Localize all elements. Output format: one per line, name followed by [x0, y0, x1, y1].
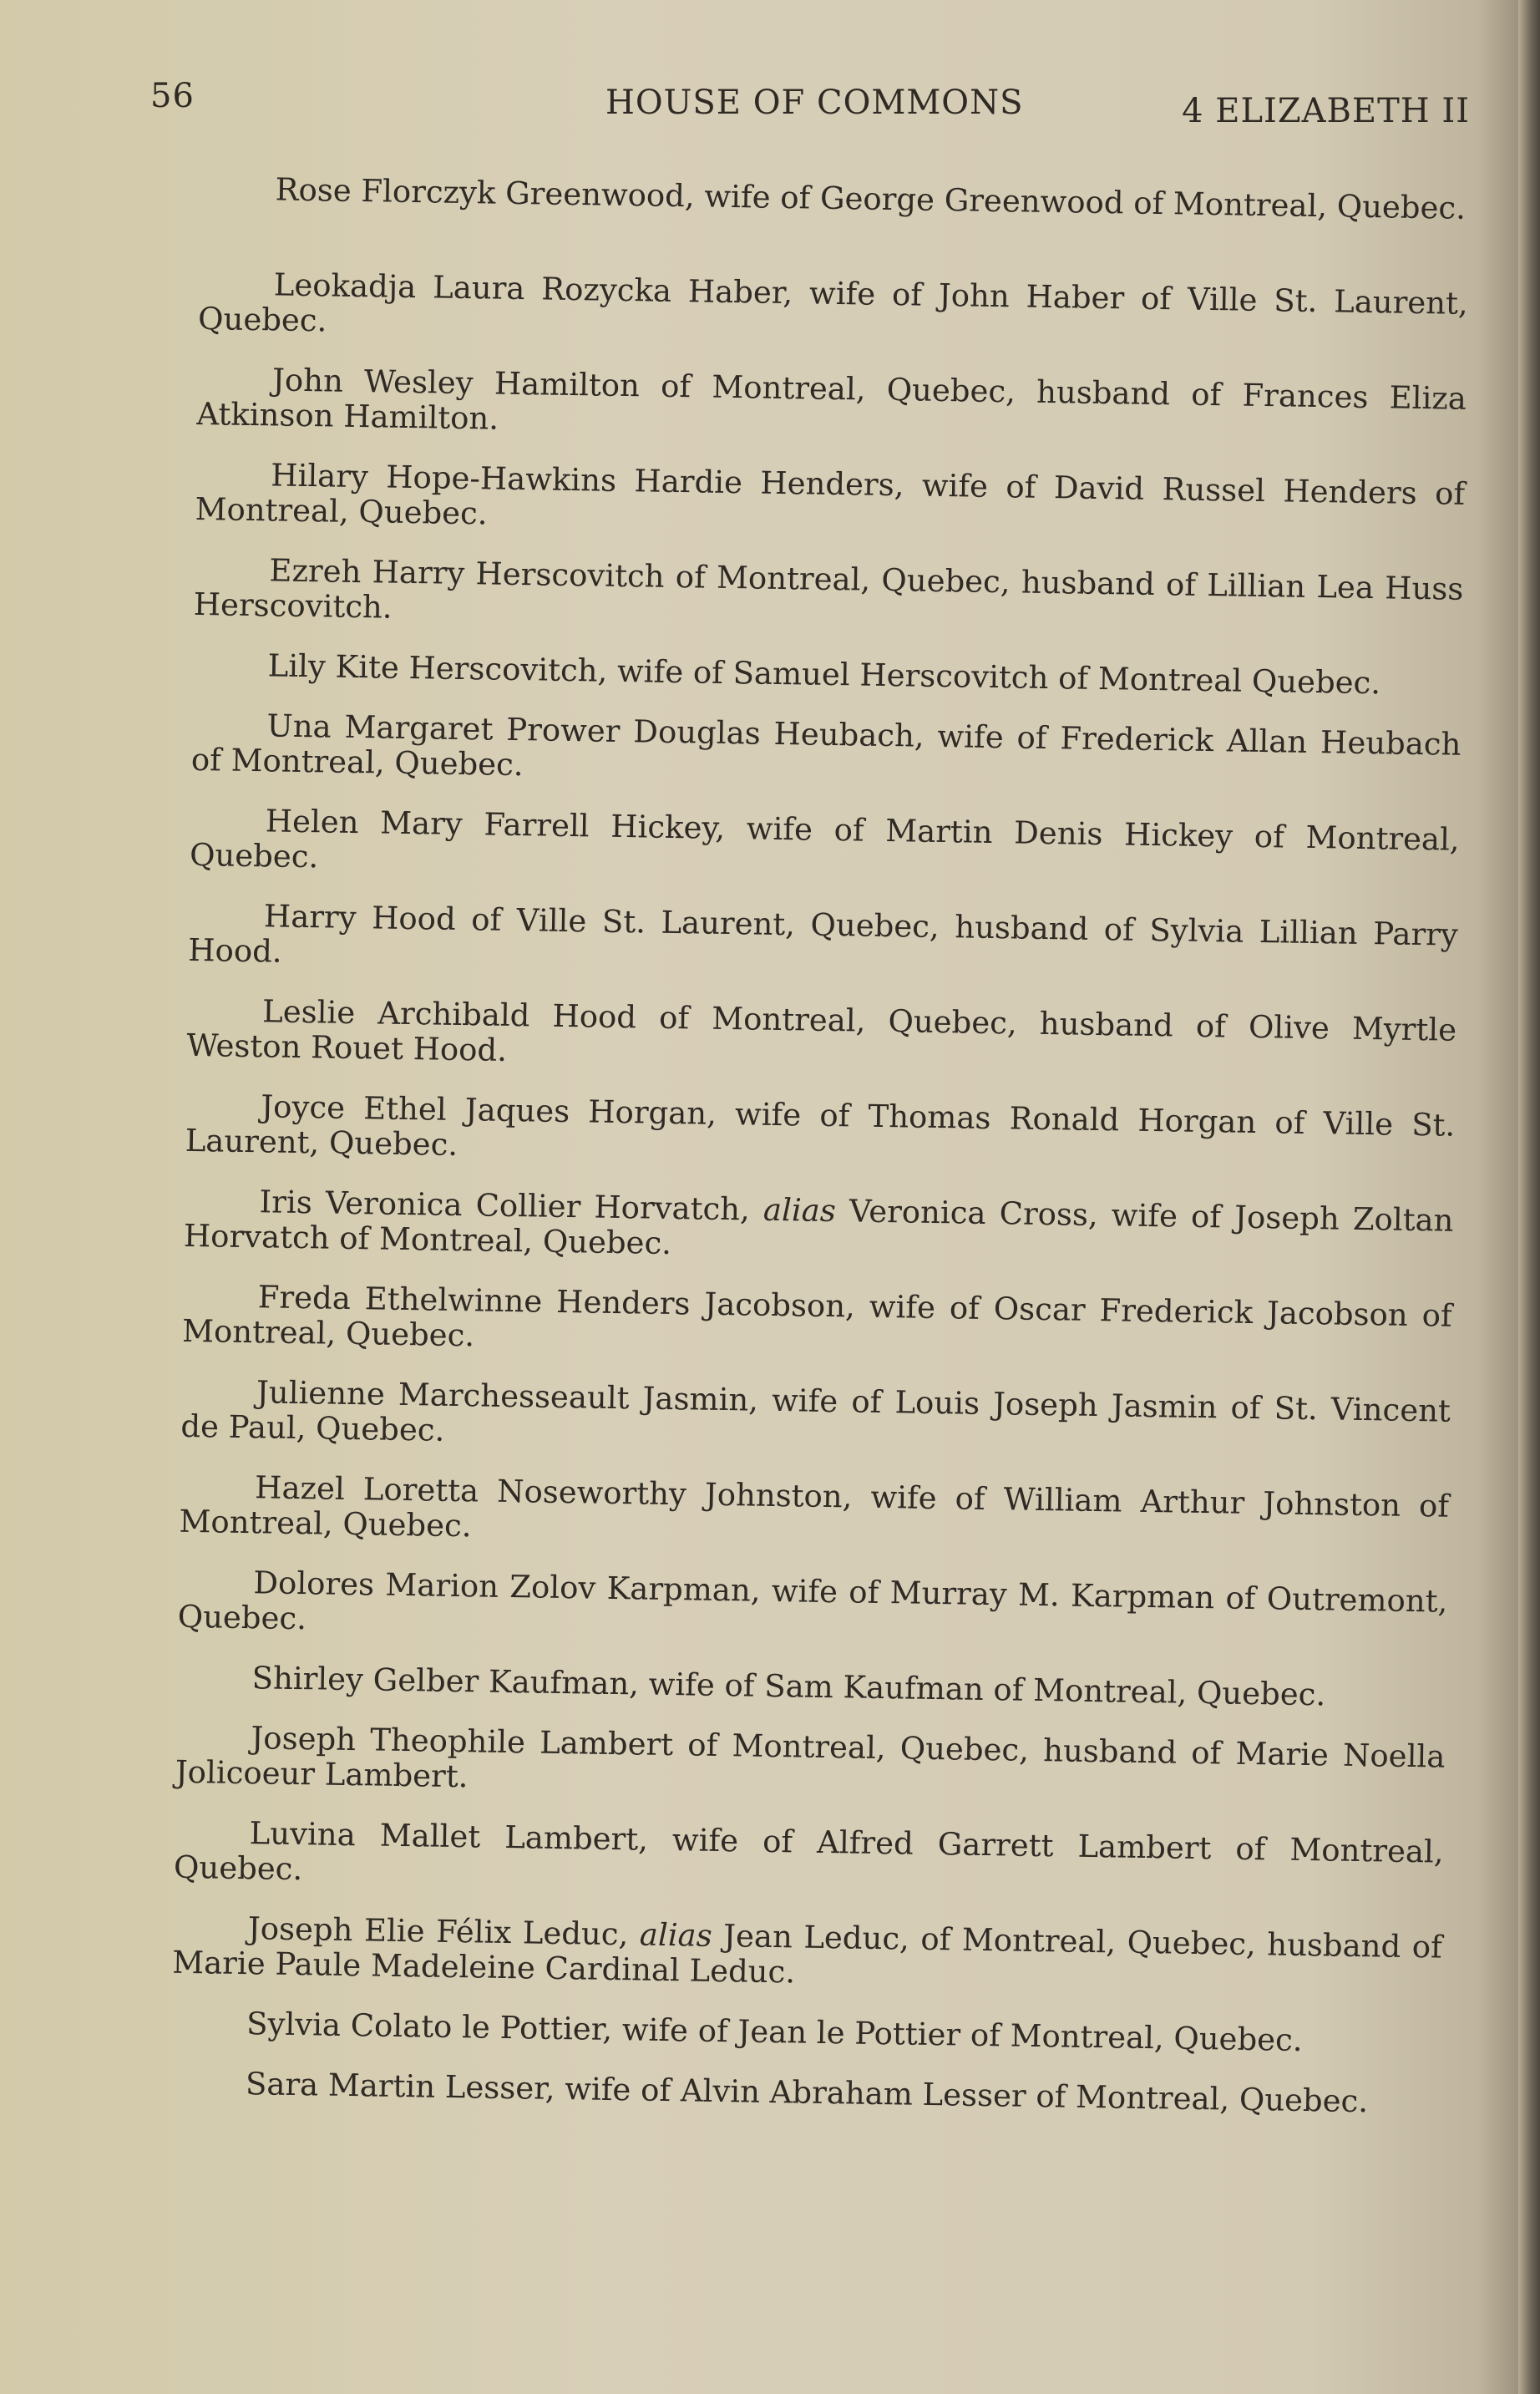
entry-henders: Hilary Hope-Hawkins Hardie Henders, wife of David Russel Henders of Montreal, Quebec. — [195, 457, 1466, 532]
entry-le-pottier: Sylvia Colato le Pottier, wife of Jean le Pottier of Montreal, Quebec. — [246, 2006, 1303, 2059]
entry-list — [170, 171, 1470, 2181]
entry-heubach: Una Margaret Prower Douglas Heubach, wife of Frederick Allan Heubach of Montreal, Quebec. — [190, 708, 1461, 784]
entry-horvatch-before: Iris Veronica Collier Horvatch, — [259, 1184, 764, 1228]
page-header — [150, 77, 1470, 135]
entry-herscovitch-ezreh: Ezreh Harry Herscovitch of Montreal, Quebec, husband of Lillian Lea Huss Herscovitch. — [193, 552, 1464, 626]
entry-horvatch-after: Veronica Cross, wife of Joseph Zoltan Horvatch of Montreal, Quebec. — [183, 1193, 1454, 1262]
entry-greenwood: Rose Florczyk Greenwood, wife of George Greenwood of Montreal, Quebec. — [275, 171, 1467, 226]
entry-leduc-alias: alias — [639, 1916, 712, 1954]
entry-leduc — [172, 1910, 1442, 2001]
entry-jasmin: Julienne Marchesseault Jasmin, wife of Louis Joseph Jasmin of St. Vincent de Paul, Quebec. — [180, 1374, 1451, 1448]
entry-horvatch — [184, 1184, 1454, 1274]
entry-hamilton: John Wesley Hamilton of Montreal, Quebec, husband of Frances Eliza Atkinson Hamilton. — [196, 362, 1467, 437]
entry-horvatch-alias: alias — [762, 1191, 837, 1230]
running-title: HOUSE OF COMMONS — [605, 84, 1024, 122]
session-label: 4 ELIZABETH II — [1182, 92, 1470, 130]
entry-hickey: Helen Mary Farrell Hickey, wife of Martin Denis Hickey of Montreal, Quebec. — [189, 803, 1460, 875]
entry-lambert-luvina: Luvina Mallet Lambert, wife of Alfred Garrett Lambert of Montreal, Quebec. — [173, 1815, 1444, 1888]
entry-lambert-joseph: Joseph Theophile Lambert of Montreal, Quebec, husband of Marie Noella Jolicoeur Lambert. — [175, 1720, 1446, 1795]
entry-johnston: Hazel Loretta Noseworthy Johnston, wife of William Arthur Johnston of Montreal, Quebec. — [179, 1469, 1450, 1544]
entry-horgan: Joyce Ethel Jaques Horgan, wife of Thomas Ronald Horgan of Ville St. Laurent, Quebec. — [185, 1088, 1456, 1163]
page-number: 56 — [150, 77, 195, 115]
entry-karpman: Dolores Marion Zolov Karpman, wife of Murray M. Karpman of Outremont, Quebec. — [177, 1565, 1448, 1637]
entry-hood-leslie: Leslie Archibald Hood of Montreal, Quebec, husband of Olive Myrtle Weston Rouet Hood. — [186, 993, 1457, 1068]
entry-hood-harry: Harry Hood of Ville St. Laurent, Quebec, husband of Sylvia Lillian Parry Hood. — [188, 898, 1459, 970]
entry-lesser: Sara Martin Lesser, wife of Alvin Abraham Lesser of Montreal, Quebec. — [245, 2066, 1369, 2120]
entry-kaufman: Shirley Gelber Kaufman, wife of Sam Kaufman of Montreal, Quebec. — [251, 1660, 1326, 1713]
entry-herscovitch-lily: Lily Kite Herscovitch, wife of Samuel Herscovitch of Montreal Quebec. — [267, 647, 1381, 702]
entry-leduc-after: Jean Leduc, of Montreal, Quebec, husband of Marie Paule Madeleine Cardinal Leduc. — [171, 1917, 1443, 1991]
entry-leduc-before: Joseph Elie Félix Leduc, — [247, 1910, 641, 1953]
entry-haber: Leokadja Laura Rozycka Haber, wife of John Haber of Ville St. Laurent, Quebec. — [197, 266, 1469, 339]
page-edge-shadow — [1518, 0, 1540, 2394]
entry-jacobson: Freda Ethelwinne Henders Jacobson, wife of Oscar Frederick Jacobson of Montreal, Quebec. — [181, 1279, 1453, 1354]
